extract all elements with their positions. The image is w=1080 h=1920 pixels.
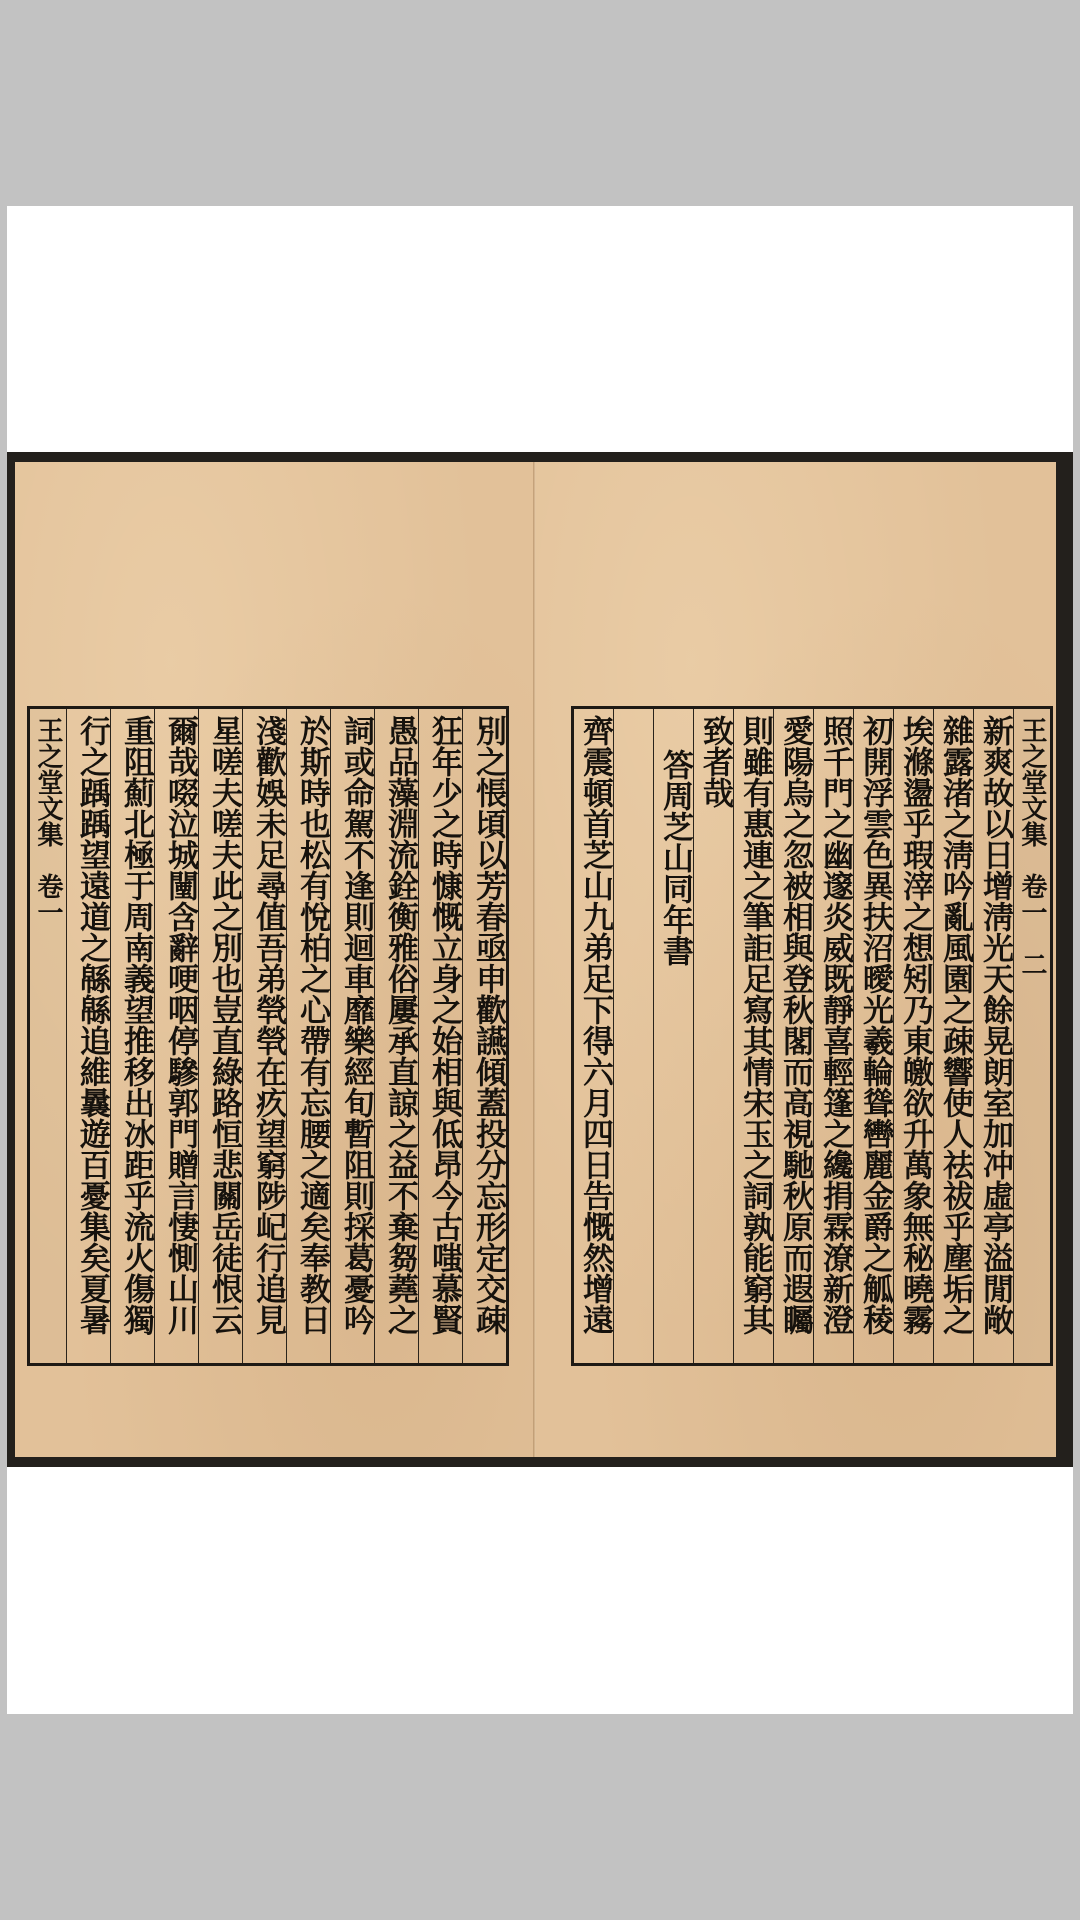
letter-title: 答周芝山同年書 [653, 709, 693, 1363]
text-column: 行之踽踽望遠道之緜緜追維曩遊百憂集矣夏暑 [66, 709, 110, 1363]
text-column: 初開浮雲色異扶沼曖光羲輪聳轡麗金爵之觚稜 [853, 709, 893, 1363]
text-column: 狂年少之時慷慨立身之始相與低昂今古嗤慕賢 [418, 709, 462, 1363]
text-column: 星嗟夫嗟夫此之別也豈直綠路恒悲關岳徒恨云 [198, 709, 242, 1363]
text-column: 齊震頓首芝山九弟足下得六月四日告慨然增遠 [577, 715, 613, 1335]
text-column: 別之悵頃以芳春亟申歡讌傾蓋投分忘形定交疎 [462, 709, 506, 1363]
text-column: 重阻薊北極于周南義望推移出冰距乎流火傷獨 [110, 709, 154, 1363]
book-scan [7, 452, 1073, 1467]
left-page [15, 462, 536, 1457]
fold-label: 王之堂文集 卷一 [33, 717, 63, 925]
text-column: 致者哉 [693, 709, 733, 1363]
blank-column [613, 709, 653, 1363]
text-column: 愛陽烏之忽被相與登秋閣而高視馳秋原而遐矚 [773, 709, 813, 1363]
left-text-frame [27, 706, 509, 1366]
text-column: 新爽故以日增淸光天餘晃朗室加冲虛亭溢閒敞 [973, 709, 1013, 1363]
right-page [536, 462, 1056, 1457]
text-column: 淺歡娛未足尋值吾弟煢煢在疚望窮陟屺行追見 [242, 709, 286, 1363]
right-columns [574, 709, 1050, 1363]
text-column: 照千門之幽邃炎威既靜喜輕篷之纔捐霖潦新澄 [813, 709, 853, 1363]
text-column: 則雖有惠連之筆詎足寫其情宋玉之詞孰能窮其 [733, 709, 773, 1363]
text-column: 詞或命駕不逢則迴車靡樂經旬暫阻則採葛憂吟 [330, 709, 374, 1363]
text-column: 雜露渚之淸吟亂風園之疎響使人祛祓乎塵垢之 [933, 709, 973, 1363]
text-column: 於斯時也松有悅柏之心帶有忘腰之適矣奉教日 [286, 709, 330, 1363]
text-column: 愚品藻淵流銓衡雅俗屢承直諒之益不棄芻蕘之 [374, 709, 418, 1363]
text-column: 埃滌盪乎瑕滓之想矧乃東皦欲升萬象無秘曉霧 [893, 709, 933, 1363]
left-columns [30, 709, 506, 1363]
fold-label: 王之堂文集 卷一 二 [1013, 709, 1050, 1363]
right-text-frame [571, 706, 1053, 1366]
text-column: 爾哉啜泣城闉含辭哽咽停驂郭門贈言悽惻山川 [154, 709, 198, 1363]
